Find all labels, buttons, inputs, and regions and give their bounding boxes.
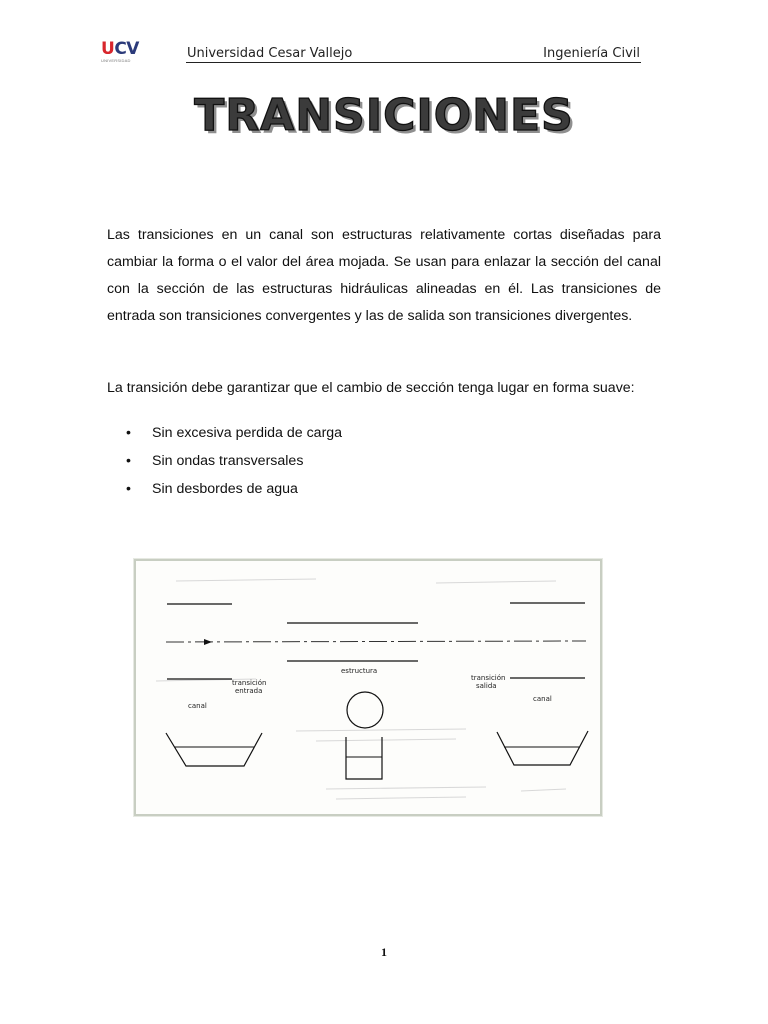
bullet-list	[126, 419, 342, 503]
page-number: 1	[381, 945, 387, 959]
label-transicion-salida: transición	[471, 674, 506, 682]
label-salida: salida	[476, 682, 497, 690]
transition-diagram	[134, 559, 602, 816]
diagram-drawing	[136, 561, 600, 814]
label-entrada: entrada	[235, 687, 263, 695]
logo-subtitle: UNIVERSIDAD	[101, 58, 131, 63]
label-canal-left: canal	[188, 702, 207, 710]
header-university: Universidad Cesar Vallejo	[187, 46, 353, 61]
list-item: • Sin ondas transversales	[126, 447, 342, 475]
label-transicion-entrada: transición	[232, 679, 267, 687]
list-item: • Sin excesiva perdida de carga	[126, 419, 342, 447]
logo-wordmark: UCV	[101, 39, 139, 59]
channel-axis-line	[166, 641, 586, 642]
page-header	[186, 46, 641, 63]
ucv-logo	[101, 41, 141, 65]
intro-paragraph: Las transiciones en un canal son estructuras relativamente cortas diseñadas para cambiar la forma o el valor del área mojada. Se usan para enlazar la sección del canal con la sección de las estructuras hidráulicas alineadas en él. Las transiciones de entrada son transiciones convergentes y las de salida son transiciones divergentes.	[107, 227, 661, 324]
circular-section-icon	[347, 692, 383, 728]
rectangular-section-icon	[346, 737, 382, 779]
label-estructura: estructura	[341, 667, 378, 675]
header-department: Ingeniería Civil	[543, 46, 640, 61]
flow-arrow-icon	[204, 639, 212, 645]
trapezoid-section-left-icon	[166, 733, 262, 766]
list-item: • Sin desbordes de agua	[126, 475, 342, 503]
page-title: TRANSICIONES	[194, 90, 574, 141]
requirement-paragraph: La transición debe garantizar que el cambio de sección tenga lugar en forma suave:	[107, 380, 635, 396]
label-canal-right: canal	[533, 695, 552, 703]
trapezoid-section-right-icon	[497, 731, 588, 765]
